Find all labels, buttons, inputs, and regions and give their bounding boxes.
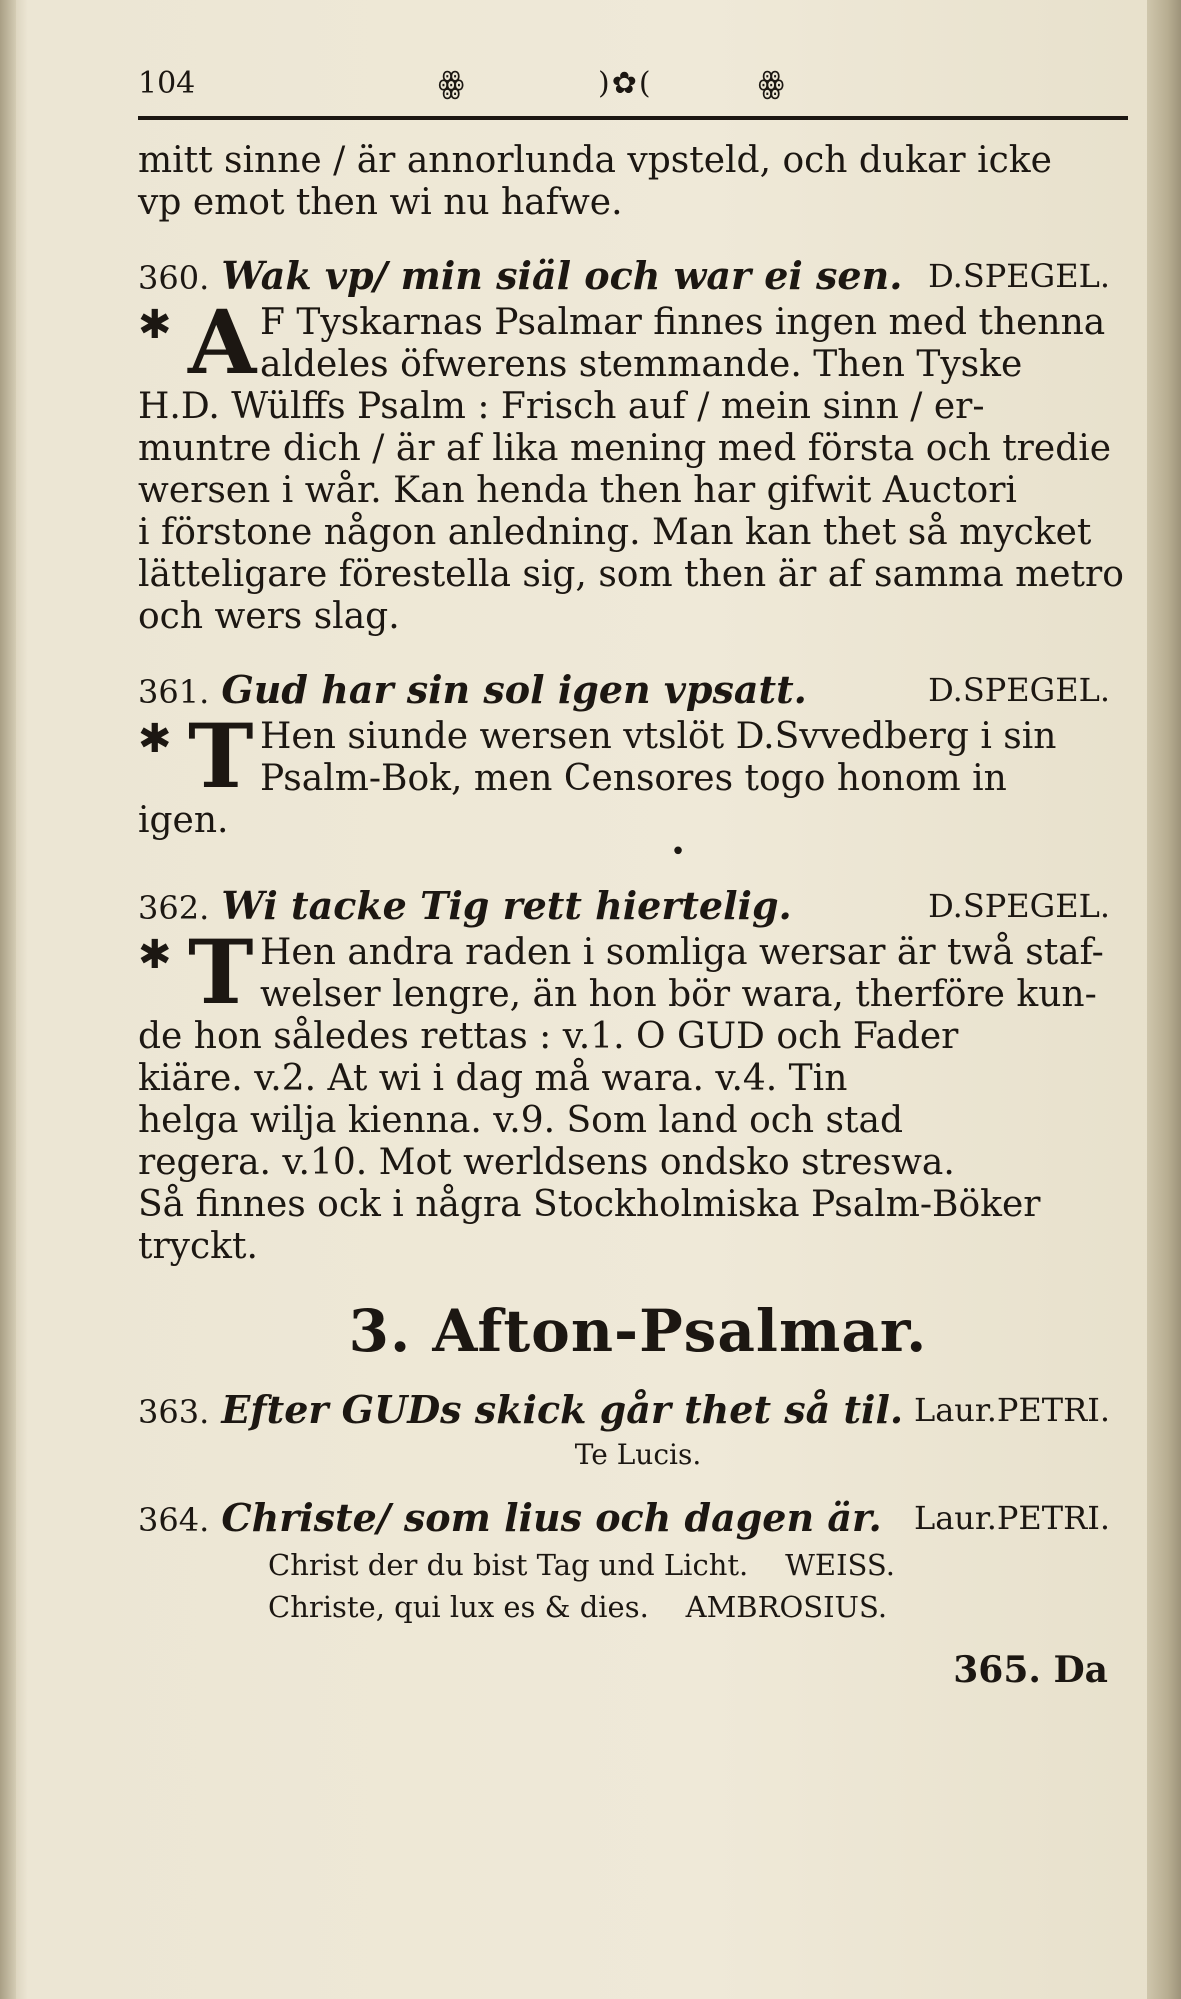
note-line: Så finnes ock i några Stockholmiska Psalm-Böker <box>138 1184 1041 1225</box>
page-number: 104 <box>138 66 196 101</box>
entry-source-latin <box>138 1586 1138 1628</box>
page-header <box>138 60 1138 120</box>
entry-title: Christe/ som lius och dagen är. <box>221 1495 882 1540</box>
entry-title: Wi tacke Tig rett hiertelig. <box>221 883 792 928</box>
ornament-left-icon: ꙮ <box>438 66 467 101</box>
note-line: Psalm-Bok, men Censores togo honom in <box>260 758 1007 799</box>
note-line: H.D. Wülffs Psalm : Frisch auf / mein sinn / er- <box>138 386 985 427</box>
entry-number: 362. <box>138 889 210 927</box>
source-author: AMBROSIUS. <box>685 1590 888 1624</box>
drop-initial: A <box>188 290 257 394</box>
catchword: 365. Da <box>953 1649 1108 1691</box>
entry-number: 363. <box>138 1393 210 1431</box>
asterisk-icon: ✱ <box>138 932 172 978</box>
entry-364-heading <box>138 1494 1138 1544</box>
note-line: de hon således rettas : v.1. O GUD och Fader <box>138 1016 959 1057</box>
note-line: F Tyskarnas Psalmar finnes ingen med thenna <box>260 302 1106 343</box>
entry-361-note <box>138 704 1138 808</box>
note-line: Hen siunde wersen vtslöt D.Svvedberg i sin <box>260 716 1057 757</box>
note-line: regera. v.10. Mot werldsens ondsko streswa. <box>138 1142 955 1183</box>
entry-362-heading <box>138 882 1138 932</box>
entry-author: D.SPEGEL. <box>928 887 1110 925</box>
entry-author: D.SPEGEL. <box>928 257 1110 295</box>
note-line: och wers slag. <box>138 596 400 637</box>
entry-360-heading <box>138 252 1138 302</box>
header-rule <box>138 116 1128 120</box>
entry-362-note <box>138 920 1138 1024</box>
entry-number: 361. <box>138 673 210 711</box>
page-content <box>138 60 1138 1692</box>
entry-360-note <box>138 290 1138 394</box>
entry-title: Gud har sin sol igen vpsatt. <box>221 667 807 712</box>
entry-361-heading <box>138 666 1138 716</box>
source-text: Christe, qui lux es & dies. <box>268 1590 649 1624</box>
note-line: Hen andra raden i somliga wersar är twå staf- <box>260 932 1104 973</box>
drop-initial: T <box>188 920 254 1024</box>
entry-title: Efter GUDs skick går thet så til. <box>221 1387 904 1432</box>
source-author: WEISS. <box>785 1548 895 1582</box>
entry-title: Wak vp/ min siäl och war ei sen. <box>221 253 903 298</box>
note-line: welser lengre, än hon bör wara, therföre kun- <box>260 974 1097 1015</box>
page-gutter <box>0 0 16 1999</box>
entry-number: 364. <box>138 1501 210 1539</box>
note-line: wersen i wår. Kan henda then har gifwit Auctori <box>138 470 1017 511</box>
note-line: muntre dich / är af lika mening med första och tredie <box>138 428 1112 469</box>
entry-number: 360. <box>138 259 210 297</box>
note-line: kiäre. v.2. At wi i dag må wara. v.4. Tin <box>138 1058 848 1099</box>
intro-line: mitt sinne / är annorlunda vpsteld, och dukar icke <box>138 140 1052 181</box>
drop-initial: T <box>188 704 254 808</box>
ornament-right-icon: ꙮ <box>758 66 787 101</box>
entry-363-heading <box>138 1386 1138 1436</box>
entry-author: Laur.PETRI. <box>913 1499 1110 1537</box>
entry-author: Laur.PETRI. <box>913 1391 1110 1429</box>
note-line: igen. <box>138 800 229 841</box>
asterisk-icon: ✱ <box>138 302 172 348</box>
entry-source-german <box>138 1544 1138 1586</box>
entry-subtitle: Te Lucis. <box>574 1438 702 1471</box>
page-edge <box>1147 0 1181 1999</box>
note-line: lätteligare förestella sig, som then är af samma metro <box>138 554 1124 595</box>
note-line: aldeles öfwerens stemmande. Then Tyske <box>260 344 1023 385</box>
bullet-dot-icon: • <box>670 837 686 867</box>
intro-line: vp emot then wi nu hafwe. <box>138 182 623 223</box>
note-line: helga wilja kienna. v.9. Som land och stad <box>138 1100 903 1141</box>
note-line: tryckt. <box>138 1226 258 1267</box>
ornament-center-icon: )✿( <box>598 66 653 101</box>
source-text: Christ der du bist Tag und Licht. <box>268 1548 749 1582</box>
entry-author: D.SPEGEL. <box>928 671 1110 709</box>
note-line: i förstone någon anledning. Man kan thet så mycket <box>138 512 1092 553</box>
asterisk-icon: ✱ <box>138 716 172 762</box>
section-heading: 3. Afton-Psalmar. <box>348 1297 928 1365</box>
